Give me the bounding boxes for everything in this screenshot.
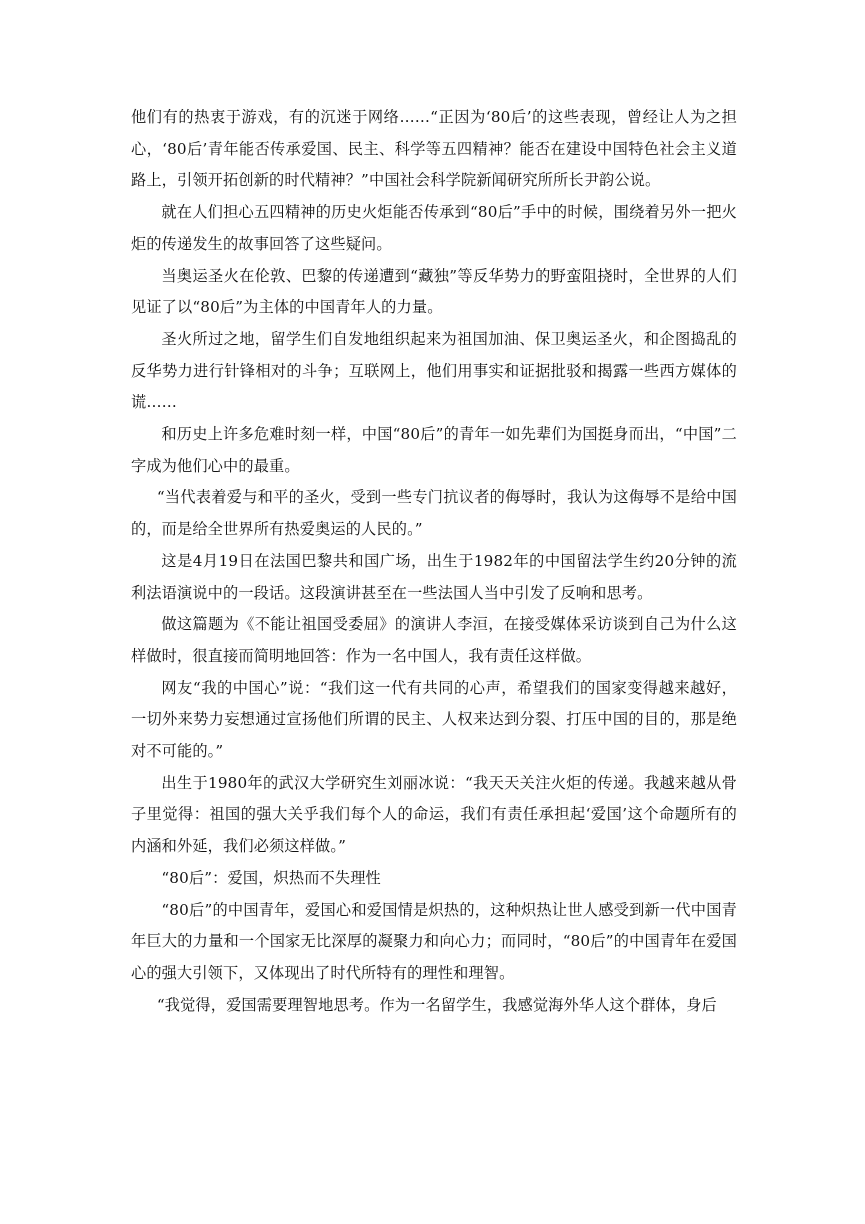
- paragraph: 和历史上许多危难时刻一样，中国“80后”的青年一如先辈们为国挺身而出，“中国”二字成为他们心中的最重。: [131, 425, 737, 475]
- quote-paragraph: “我觉得，爱国需要理智地思考。作为一名留学生，我感觉海外华人这个群体，身后: [156, 995, 717, 1014]
- paragraph: “80后”的中国青年，爱国心和爱国情是炽热的，这种炽热让世人感受到新一代中国青年巨大的力量和一个国家无比深厚的凝聚力和向心力；而同时，“80后”的中国青年在爱国心的强大引领下，又体现出了时代所特有的理性和理智。: [131, 900, 737, 982]
- section-heading: “80后”：爱国，炽热而不失理性: [161, 868, 381, 887]
- paragraph: 他们有的热衷于游戏，有的沉迷于网络……“正因为‘80后’的这些表现，曾经让人为之担心，‘80后’青年能否传承爱国、民主、科学等五四精神？能否在建设中国特色社会主义道路上，引领开拓创新的时代精神？”中国社会科学院新闻研究所所长尹韵公说。: [131, 108, 737, 190]
- paragraph: 网友“我的中国心”说：“我们这一代有共同的心声，希望我们的国家变得越来越好，一切外来势力妄想通过宣扬他们所谓的民主、人权来达到分裂、打压中国的目的，那是绝对不可能的。”: [131, 678, 737, 761]
- article-body: [131, 102, 737, 1021]
- paragraph: 当奥运圣火在伦敦、巴黎的传递遭到“藏独”等反华势力的野蛮阻挠时，全世界的人们见证了以“80后”为主体的中国青年人的力量。: [131, 266, 737, 317]
- paragraph: 做这篇题为《不能让祖国受委屈》的演讲人李洹，在接受媒体采访谈到自己为什么这样做时，很直接而简明地回答：作为一名中国人，我有责任这样做。: [131, 615, 737, 665]
- paragraph: 圣火所过之地，留学生们自发地组织起来为祖国加油、保卫奥运圣火，和企图捣乱的反华势力进行针锋相对的斗争；互联网上，他们用事实和证据批驳和揭露一些西方媒体的谎……: [131, 329, 737, 412]
- paragraph: 就在人们担心五四精神的历史火炬能否传承到“80后”手中的时候，围绕着另外一把火炬的传递发生的故事回答了这些疑问。: [131, 203, 737, 253]
- quote-paragraph: “当代表着爱与和平的圣火，受到一些专门抗议者的侮辱时，我认为这侮辱不是给中国的，而是给全世界所有热爱奥运的人民的。”: [131, 488, 737, 539]
- paragraph: 出生于1980年的武汉大学研究生刘丽冰说：“我天天关注火炬的传递。我越来越从骨子里觉得：祖国的强大关乎我们每个人的命运，我们有责任承担起‘爱国’这个命题所有的内涵和外延，我们必须这样做。”: [131, 773, 737, 856]
- paragraph: 这是4月19日在法国巴黎共和国广场，出生于1982年的中国留法学生约20分钟的流利法语演说中的一段话。这段演讲甚至在一些法国人当中引发了反响和思考。: [131, 551, 737, 602]
